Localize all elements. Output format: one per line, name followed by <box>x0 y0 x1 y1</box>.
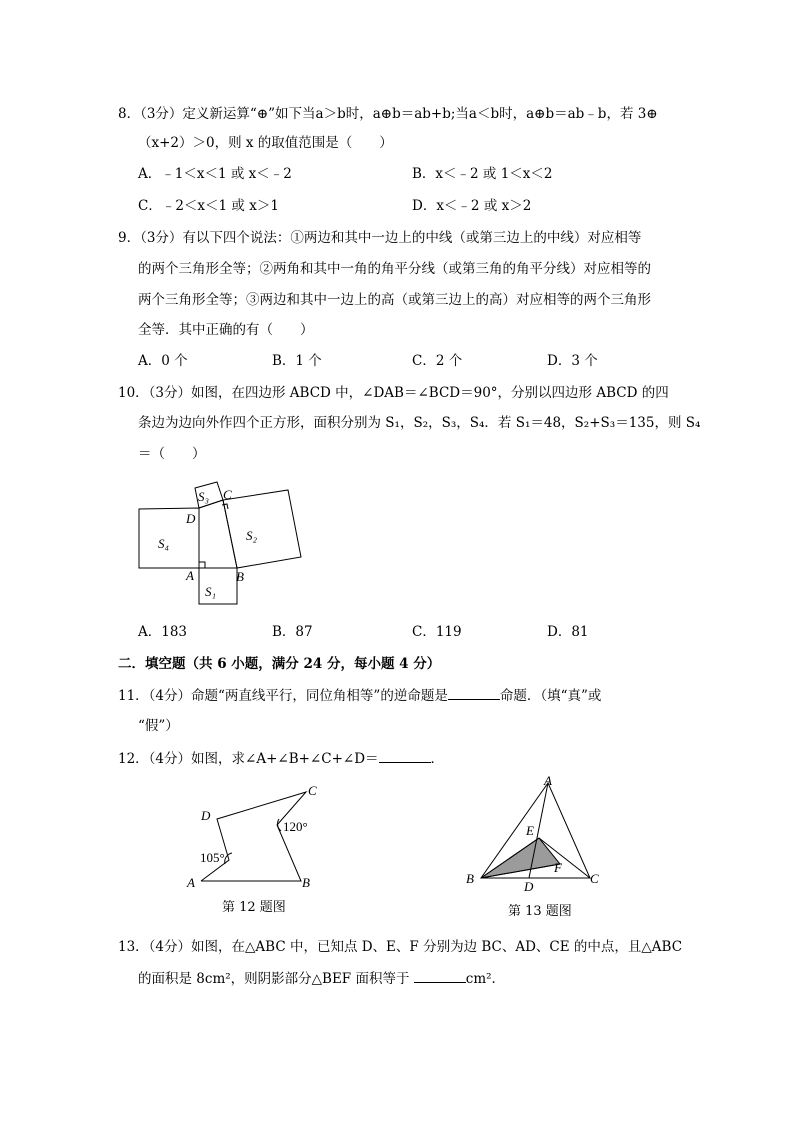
q12-caption: 第 12 题图 <box>222 900 286 915</box>
q9-line4: 全等．其中正确的有（ ） <box>138 322 314 338</box>
q13-label-f: F <box>554 860 562 875</box>
q12-angle-105: 105° <box>200 850 225 865</box>
q13-label-e: E <box>526 823 534 838</box>
q12-label-b: B <box>302 875 310 890</box>
q10-option-b[interactable]: B．87 <box>272 624 313 640</box>
q10-line1: 10．（3分）如图，在四边形 ABCD 中，∠DAB＝∠BCD＝90°，分别以四边形 ABCD 的四 <box>118 385 669 401</box>
q10-label-d: D <box>186 511 196 526</box>
q9-option-c[interactable]: C．2 个 <box>412 353 463 369</box>
q9-line3: 两个三角形全等；③两边和其中一边上的高（或第三边上的高）对应相等的两个三角形 <box>138 292 651 308</box>
q12-line1 <box>118 748 444 769</box>
q10-line2: 条边为边向外作四个正方形，面积分别为 S₁，S₂，S₃，S₄．若 S₁＝48，S₂+S₃＝135，则 S₄ <box>138 415 701 431</box>
q13-answer-blank[interactable] <box>414 968 466 983</box>
q9-option-b[interactable]: B．1 个 <box>272 353 322 369</box>
q8-option-a[interactable]: A．﹣1＜x＜1 或 x＜﹣2 <box>138 166 292 182</box>
q11-answer-blank[interactable] <box>448 685 500 700</box>
q10-label-c: C <box>223 487 232 502</box>
q9-option-a[interactable]: A．0 个 <box>138 353 188 369</box>
q13-text-post: cm²． <box>465 971 506 987</box>
q11-line2: “假”） <box>138 718 179 734</box>
q13-text-pre: 的面积是 8cm²，则阴影部分△BEF 面积等于 <box>138 971 414 987</box>
q12-polyline <box>201 792 306 881</box>
q12-label-a: A <box>187 875 195 890</box>
q12-answer-blank[interactable] <box>379 748 431 763</box>
q10-option-c[interactable]: C．119 <box>412 624 462 640</box>
q13-shaded-triangle-bef <box>481 838 560 878</box>
q12-angle-120: 120° <box>283 819 308 834</box>
q13-caption: 第 13 题图 <box>508 904 572 919</box>
q8-option-b[interactable]: B．x＜﹣2 或 1＜x＜2 <box>412 166 553 182</box>
q12-label-d: D <box>201 808 211 823</box>
q12-text-pre: 12．（4分）如图，求∠A+∠B+∠C+∠D＝ <box>118 751 379 767</box>
q10-line3: ＝（ ） <box>138 446 206 462</box>
q10-label-s1: S₁ <box>205 584 217 599</box>
q8-line2: （x+2）＞0，则 x 的取值范围是（ ） <box>138 135 393 151</box>
q13-label-c: C <box>590 871 599 886</box>
q11-text-post: 命题．（填“真”或 <box>499 688 602 704</box>
right-angle-a <box>199 562 205 568</box>
q9-line1: 9．（3分）有以下四个说法：①两边和其中一边上的中线（或第三边上的中线）对应相等 <box>118 230 642 246</box>
q10-label-s4: S₄ <box>158 536 170 551</box>
q13-figure <box>460 775 610 895</box>
q10-option-d[interactable]: D．81 <box>547 624 589 640</box>
square-s2 <box>223 490 301 568</box>
q13-line2 <box>138 968 505 989</box>
section-2-title: 二．填空题（共 6 小题，满分 24 分，每小题 4 分） <box>118 656 441 672</box>
q10-label-b: B <box>236 569 244 584</box>
q13-label-a: A <box>544 773 552 788</box>
q13-label-d: D <box>524 879 534 894</box>
q9-option-d[interactable]: D．3 个 <box>547 353 598 369</box>
q12-figure <box>180 780 330 895</box>
q8-line1: 8．（3分）定义新运算“⊕”如下当a＞b时，a⊕b＝ab+b;当a＜b时，a⊕b＝ab﹣b，若 3⊕ <box>118 106 658 122</box>
q12-label-c: C <box>308 783 317 798</box>
q10-option-a[interactable]: A．183 <box>138 624 188 640</box>
q11-text-pre: 11．（4分）命题“两直线平行，同位角相等”的逆命题是 <box>118 688 448 704</box>
q10-figure <box>130 478 320 608</box>
q13-label-b: B <box>466 871 474 886</box>
q8-option-c[interactable]: C．﹣2＜x＜1 或 x＞1 <box>138 198 279 214</box>
q11-line1 <box>118 685 601 706</box>
q9-line2: 的两个三角形全等；②两角和其中一角的角平分线（或第三角的角平分线）对应相等的 <box>138 261 651 277</box>
q10-label-s3: S₃ <box>198 489 210 504</box>
q8-option-d[interactable]: D．x＜﹣2 或 x＞2 <box>412 198 532 214</box>
quadrilateral-abcd <box>199 500 237 568</box>
q13-line1: 13．（4分）如图，在△ABC 中，已知点 D、E、F 分别为边 BC、AD、CE 的中点，且△ABC <box>118 939 683 955</box>
q12-text-post: ． <box>430 751 445 767</box>
q10-label-s2: S₂ <box>246 528 258 543</box>
q10-label-a: A <box>186 568 194 583</box>
